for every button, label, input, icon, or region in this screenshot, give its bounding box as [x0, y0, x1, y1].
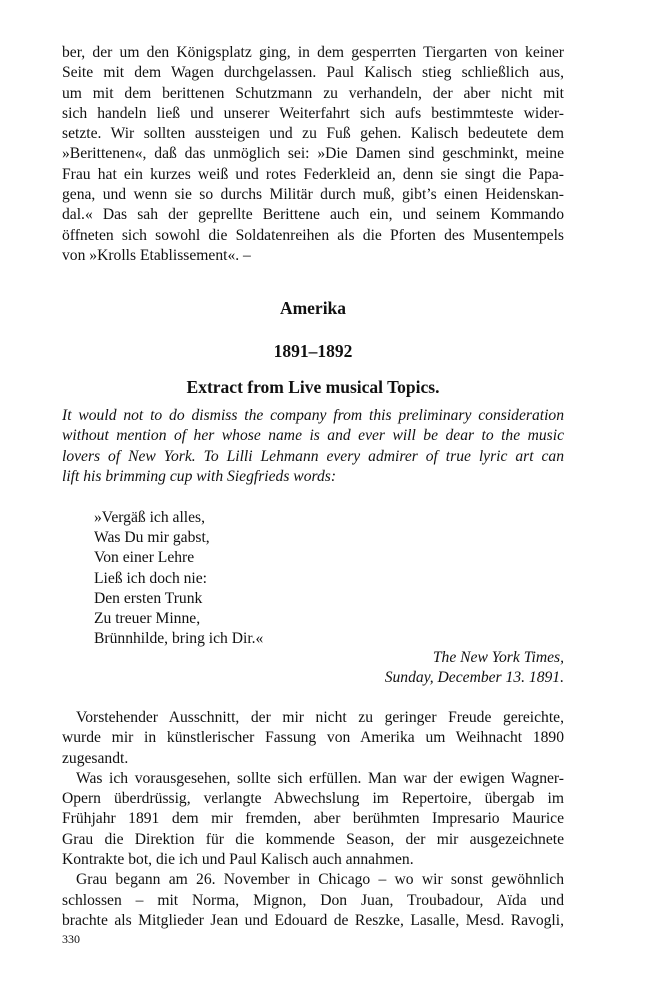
extract-quote: [62, 406, 564, 487]
text-line: ber, der um den Königsplatz ging, in dem gesperrten Tiergarten von keiner: [62, 44, 564, 61]
text-line: Grau die Direktion für die kommende Season, der mir ausgezeichnete: [62, 830, 564, 848]
quote-line: lovers of New York. To Lilli Lehmann every admirer of true lyric art can: [62, 447, 564, 465]
text-line: brachte als Mitglieder Jean und Edouard de Reszke, Lasalle, Mesd. Ravogli,: [62, 911, 564, 929]
text-line: Opern überdrüssig, verlangte Abwechslung im Repertoire, übergab im: [62, 790, 564, 808]
source-line: Sunday, December 13. 1891.: [384, 669, 564, 687]
text-line: schlossen – mit Norma, Mignon, Don Juan, Troubadour, Aïda und: [62, 891, 564, 909]
text-line: von »Krolls Etablissement«. –: [62, 246, 251, 264]
bottom-paragraphs: [62, 708, 564, 931]
text-line: Frühjahr 1891 dem mir fremden, aber berühmten Impresario Maurice: [62, 810, 564, 828]
verse-line: Brünnhilde, bring ich Dir.«: [94, 630, 264, 648]
text-line: Kontrakte bot, die ich und Paul Kalisch auch annahmen.: [62, 851, 414, 869]
source-attribution: [62, 648, 564, 689]
text-line: wurde mir in künstlerischer Fassung von Amerika um Weihnacht 1890: [62, 729, 564, 747]
text-line: zugesandt.: [62, 749, 129, 767]
section-years: 1891–1892: [273, 341, 353, 361]
extract-title: Extract from Live musical Topics.: [186, 377, 440, 397]
text-line: gena, und wenn sie so durchs Militär durch muß, gibt’s einen Heidenskan-: [62, 186, 564, 204]
text-line: Grau begann am 26. November in Chicago – wo wir sonst gewöhnlich: [76, 871, 564, 889]
text-line: Vorstehender Ausschnitt, der mir nicht zu geringer Freude gereichte,: [76, 709, 564, 726]
verse-line: Was Du mir gabst,: [94, 529, 210, 547]
quote-line: It would not to do dismiss the company from this preliminary consideration: [62, 407, 564, 424]
text-line: setzte. Wir sollten aussteigen und zu Fuß gehen. Kalisch bedeutete dem: [62, 125, 564, 143]
verse-line: Den ersten Trunk: [94, 589, 203, 607]
text-line: dal.« Das sah der geprellte Berittene auch ein, und seinem Kommando: [62, 206, 564, 224]
text-line: Was ich vorausgesehen, sollte sich erfüllen. Man war der ewigen Wagner-: [76, 769, 564, 787]
source-line: The New York Times,: [432, 649, 564, 666]
text-line: Frau hat ein kurzes weiß und rotes Federkleid an, denn sie singt die Papa-: [62, 165, 564, 183]
text-line: »Berittenen«, daß das unmöglich sei: »Die Damen sind geschminkt, meine: [62, 145, 564, 163]
section-title: Amerika: [279, 298, 347, 318]
text-line: um mit dem berittenen Schutzmann zu verhandeln, der aber nicht mit: [62, 84, 564, 102]
verse-line: »Vergäß ich alles,: [94, 509, 205, 526]
text-line: Seite mit dem Wagen durchgelassen. Paul Kalisch stieg schließlich aus,: [62, 64, 564, 82]
verse-line: Ließ ich doch nie:: [94, 569, 208, 587]
verse-line: Von einer Lehre: [94, 549, 195, 567]
text-line: sich handeln ließ und unserer Weiterfahrt sich aufs bestimmteste wider-: [62, 104, 564, 122]
page-number: 330: [62, 932, 80, 946]
verse-line: Zu treuer Minne,: [94, 609, 201, 627]
quote-line: lift his brimming cup with Siegfrieds words:: [62, 467, 337, 485]
verse-block: [94, 508, 394, 649]
quote-line: without mention of her whose name is and ever will be dear to the music: [62, 427, 564, 445]
text-line: öffneten sich sowohl die Soldatenreihen als die Pforten des Musentempels: [62, 226, 564, 244]
top-paragraph: [62, 43, 564, 266]
